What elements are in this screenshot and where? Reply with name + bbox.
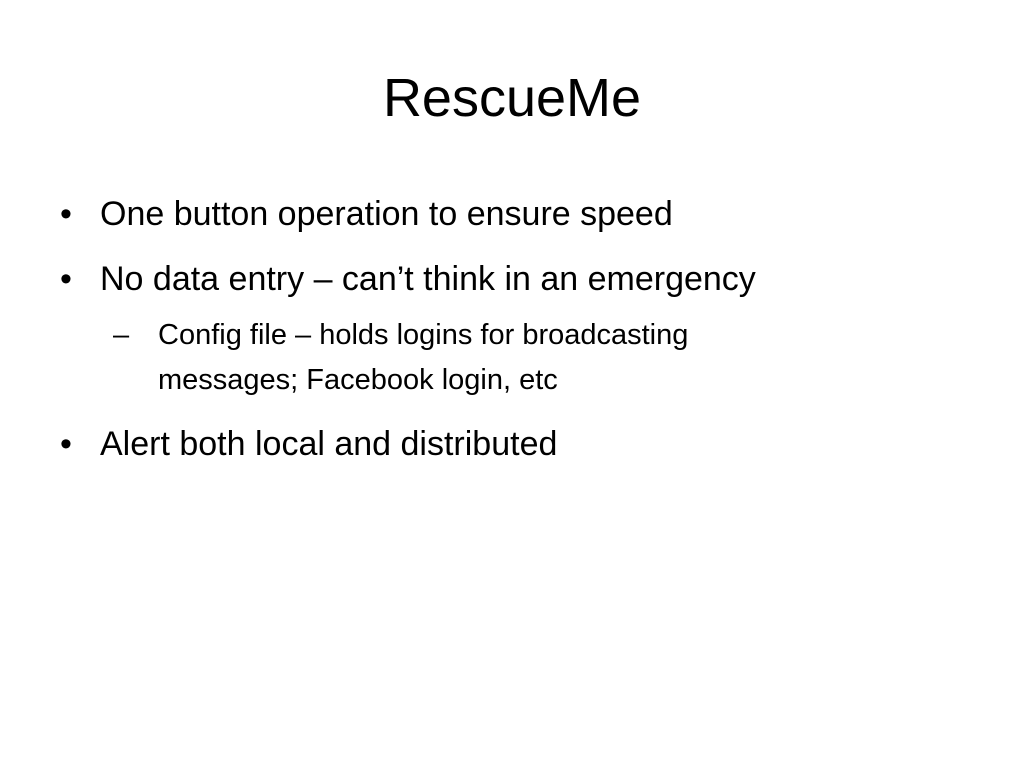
bullet-dot-icon: •	[60, 195, 72, 233]
subbullet-item	[113, 313, 808, 403]
subbullet-text: Config file – holds logins for broadcasting messages; Facebook login, etc	[158, 319, 689, 396]
bullet-dot-icon: •	[60, 425, 72, 463]
bullet-item	[60, 255, 960, 403]
bullet-text: One button operation to ensure speed	[100, 195, 673, 233]
slide-title: RescueMe	[382, 68, 642, 128]
bullet-list	[60, 190, 960, 485]
subbullet-list	[100, 313, 960, 403]
bullet-text: Alert both local and distributed	[100, 425, 558, 463]
bullet-item	[60, 190, 960, 238]
bullet-text: No data entry – can’t think in an emergency	[100, 260, 756, 298]
dash-icon: –	[113, 319, 130, 351]
bullet-dot-icon: •	[60, 260, 72, 298]
bullet-item	[60, 420, 960, 468]
